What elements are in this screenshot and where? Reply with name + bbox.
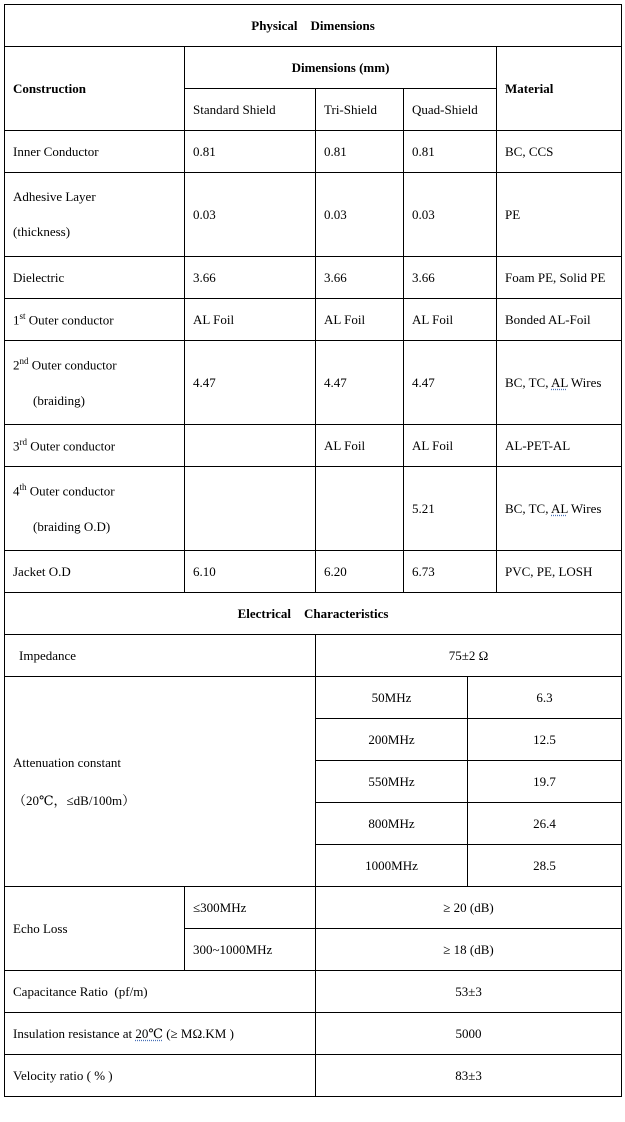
standard-value: 0.03 [185,173,316,257]
row-label [5,173,185,257]
velocity-value: 83±3 [316,1055,622,1097]
velocity-label: Velocity ratio ( % ) [5,1055,316,1097]
table-row [5,425,622,467]
tri-value [316,467,404,551]
material-value: Foam PE, Solid PE [497,257,622,299]
row-label: Inner Conductor [5,131,185,173]
standard-value: 3.66 [185,257,316,299]
row-label-line2: (thickness) [13,224,71,239]
quad-value: 6.73 [404,551,497,593]
row-label: Jacket O.D [5,551,185,593]
row-label: Dielectric [5,257,185,299]
standard-value [185,467,316,551]
material-value: PE [497,173,622,257]
ordinal-suffix: nd [19,356,29,367]
row-label-line2: (braiding O.D) [33,518,111,534]
attenuation-label-line1: Attenuation constant [13,754,121,770]
row-label-text: Outer conductor [25,312,114,328]
tri-value: 0.81 [316,131,404,173]
tri-value: AL Foil [316,299,404,341]
quad-value: 4.47 [404,341,497,425]
row-label-text: Outer conductor [27,438,116,454]
quad-value: AL Foil [404,299,497,341]
material-value: Bonded AL-Foil [497,299,622,341]
frequency-cell: 200MHz [316,719,468,761]
echo-loss-value: ≥ 20 (dB) [316,887,622,929]
tri-value: AL Foil [316,425,404,467]
standard-value [185,425,316,467]
physical-dimensions-table [4,4,622,593]
attenuation-value: 19.7 [468,761,622,803]
material-value: BC, TC, AL Wires [497,341,622,425]
table-row [5,467,622,551]
ordinal-number: 2 [13,357,20,373]
table-row [5,551,622,593]
row-label [5,467,185,551]
frequency-cell: 550MHz [316,761,468,803]
tri-value: 0.03 [316,173,404,257]
tri-value: 4.47 [316,341,404,425]
capacitance-value: 53±3 [316,971,622,1013]
column-standard-shield: Standard Shield [185,89,316,131]
ordinal-number: 4 [13,483,20,499]
attenuation-value: 28.5 [468,845,622,887]
quad-value: AL Foil [404,425,497,467]
row-label-text: Outer conductor [28,357,117,373]
column-quad-shield: Quad-Shield [404,89,497,131]
table-row [5,887,622,929]
attenuation-condition: （20℃，≤dB/100m） [13,792,136,808]
standard-value: 4.47 [185,341,316,425]
standard-value: 6.10 [185,551,316,593]
frequency-cell: 50MHz [316,677,468,719]
attenuation-label [5,677,316,887]
material-value: BC, CCS [497,131,622,173]
quad-value: 0.81 [404,131,497,173]
quad-value: 0.03 [404,173,497,257]
attenuation-value: 12.5 [468,719,622,761]
row-label-line1: Adhesive Layer [13,189,96,204]
row-label-line2: (braiding) [33,392,85,408]
ordinal-number: 3 [13,438,20,454]
table-row [5,971,622,1013]
column-tri-shield: Tri-Shield [316,89,404,131]
row-label [5,299,185,341]
row-label [5,341,185,425]
electrical-characteristics-table [4,592,622,1097]
quad-value: 5.21 [404,467,497,551]
frequency-cell: 1000MHz [316,845,468,887]
material-value: AL-PET-AL [497,425,622,467]
construction-header: Construction [5,47,185,131]
table-row [5,341,622,425]
material-value: BC, TC, AL Wires [497,467,622,551]
specification-sheet [4,4,621,1097]
ordinal-suffix: st [19,310,26,321]
ordinal-number: 1 [13,312,20,328]
standard-value: 0.81 [185,131,316,173]
quad-value: 3.66 [404,257,497,299]
insulation-label: Insulation resistance at 20℃ (≥ MΩ.KM ) [5,1013,316,1055]
row-label-text: Outer conductor [26,483,115,499]
table-row [5,299,622,341]
table-row [5,257,622,299]
insulation-value: 5000 [316,1013,622,1055]
row-label [5,425,185,467]
attenuation-value: 6.3 [468,677,622,719]
echo-loss-value: ≥ 18 (dB) [316,929,622,971]
tri-value: 6.20 [316,551,404,593]
table-row [5,635,622,677]
electrical-characteristics-title: Electrical Characteristics [5,593,622,635]
impedance-value: 75±2 Ω [316,635,622,677]
table-row [5,1013,622,1055]
ordinal-suffix: rd [19,436,27,447]
material-header: Material [497,47,622,131]
physical-dimensions-title: Physical Dimensions [5,5,622,47]
dimensions-header: Dimensions (mm) [185,47,497,89]
echo-loss-range: 300~1000MHz [185,929,316,971]
tri-value: 3.66 [316,257,404,299]
capacitance-label: Capacitance Ratio (pf/m) [5,971,316,1013]
table-row [5,131,622,173]
frequency-cell: 800MHz [316,803,468,845]
table-row [5,677,622,719]
impedance-label: Impedance [5,635,316,677]
echo-loss-label: Echo Loss [5,887,185,971]
material-value: PVC, PE, LOSH [497,551,622,593]
attenuation-value: 26.4 [468,803,622,845]
table-row [5,1055,622,1097]
table-row [5,173,622,257]
echo-loss-range: ≤300MHz [185,887,316,929]
standard-value: AL Foil [185,299,316,341]
ordinal-suffix: th [19,482,27,493]
